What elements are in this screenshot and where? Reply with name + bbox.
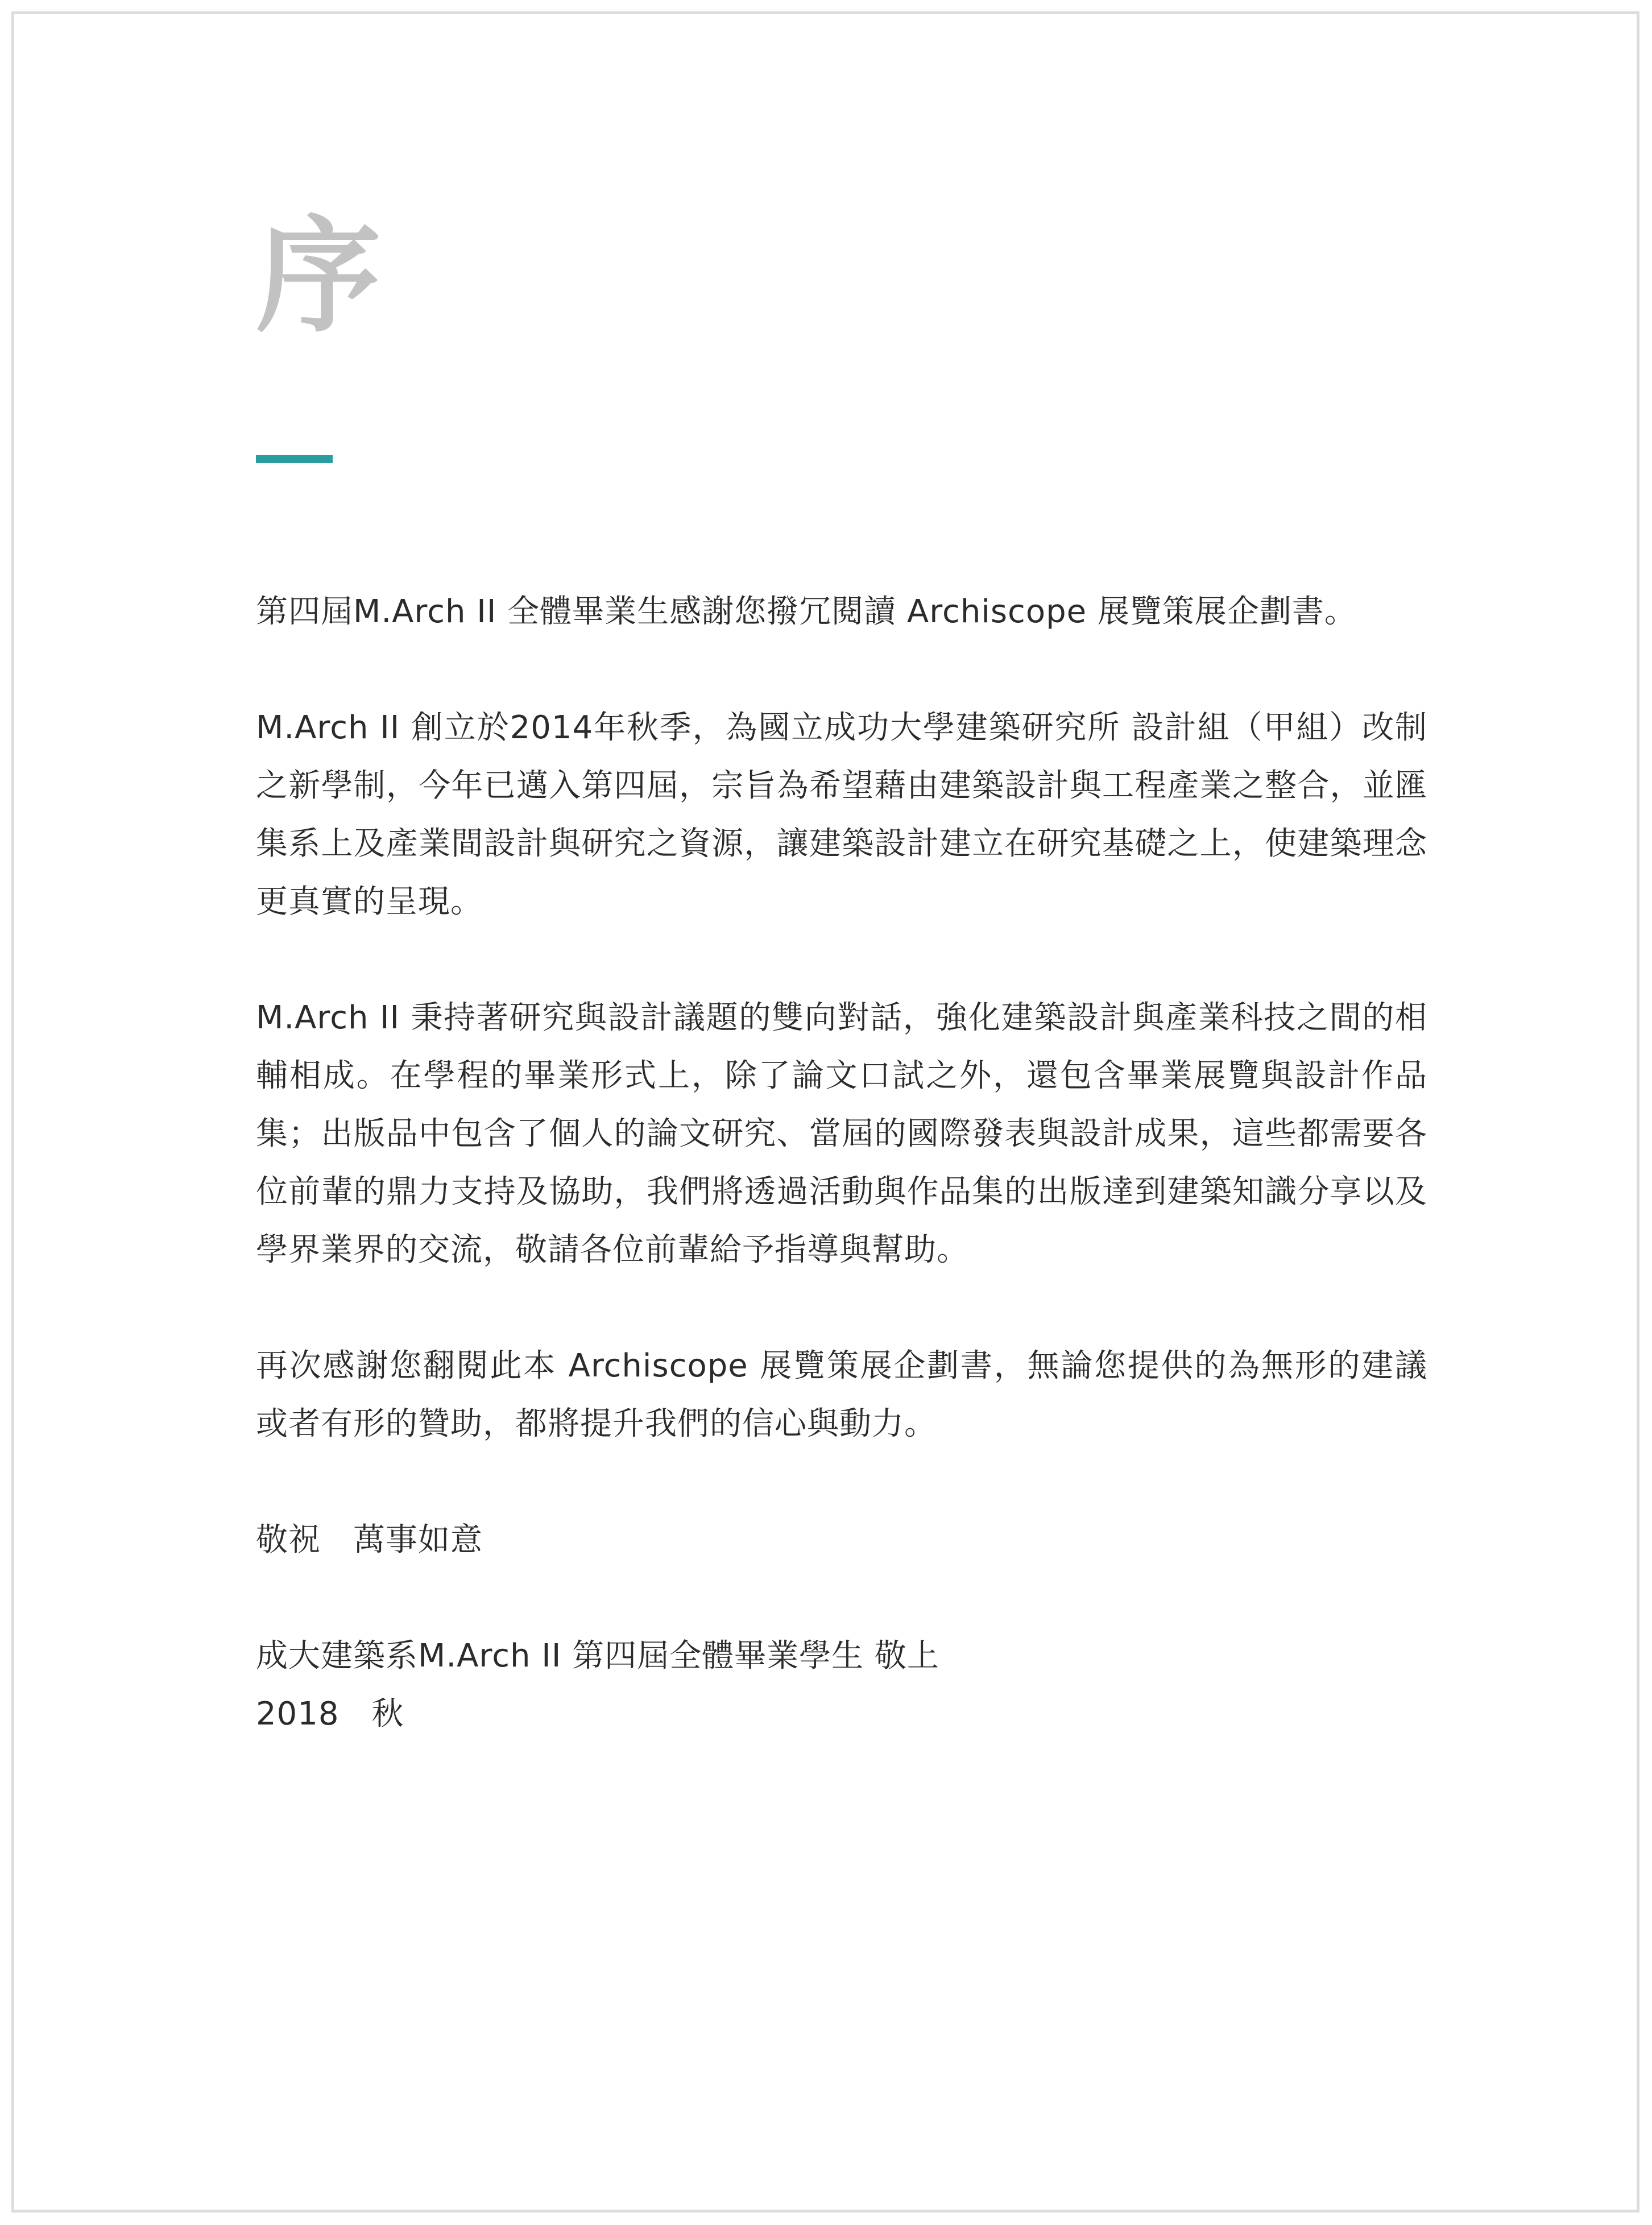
- letter-body: [256, 583, 1427, 1743]
- intro-paragraph: 第四屆M.Arch II 全體畢業生感謝您撥冗閱讀 Archiscope 展覽策展企劃書。: [256, 593, 1357, 630]
- title-accent-bar: [256, 455, 333, 463]
- mission-paragraph: M.Arch II 秉持著研究與設計議題的雙向對話，強化建築設計與產業科技之間的相輔相成。在學程的畢業形式上，除了論文口試之外，還包含畢業展覽與設計作品集；出版品中包含了個人的論文研究、當屆的國際發表與設計成果，這些都需要各位前輩的鼎力支持及協助，我們將透過活動與作品集的出版達到建築知識分享以及學界業界的交流，敬請各位前輩給予指導與幫助。: [256, 999, 1427, 1268]
- program-paragraph: M.Arch II 創立於2014年秋季，為國立成功大學建築研究所 設計組（甲組）改制之新學制，今年已邁入第四屆，宗旨為希望藉由建築設計與工程產業之整合，並匯集系上及產業間設計與研究之資源，讓建築設計建立在研究基礎之上，使建築理念更真實的呈現。: [256, 709, 1427, 920]
- signature-line: 成大建築系M.Arch II 第四屆全體畢業學生 敬上: [256, 1637, 939, 1674]
- thanks-paragraph: 再次感謝您翻閱此本 Archiscope 展覽策展企劃書，無論您提供的為無形的建議或者有形的贊助，都將提升我們的信心與動力。: [256, 1347, 1427, 1442]
- page-frame: [11, 11, 1639, 2212]
- closing-line: 敬祝 萬事如意: [256, 1521, 483, 1558]
- page-title: 序: [256, 202, 382, 349]
- date-line: 2018 秋: [256, 1695, 404, 1732]
